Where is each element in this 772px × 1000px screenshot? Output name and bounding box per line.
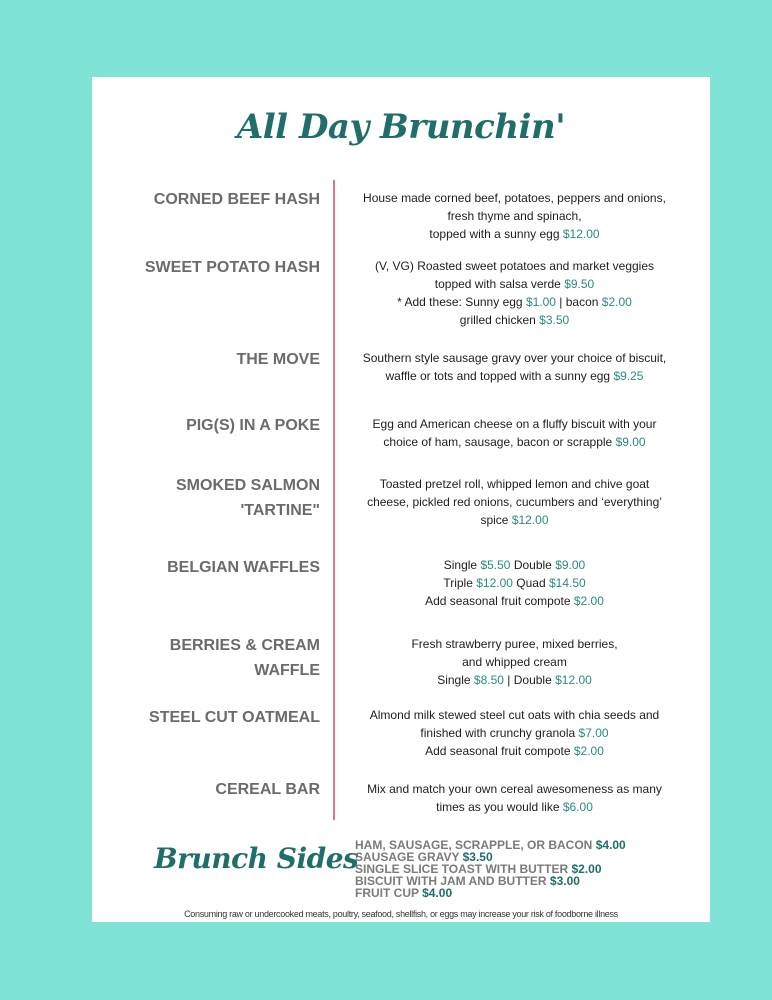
- side-item-price: $4.00: [595, 838, 626, 852]
- description-text: House made corned beef, potatoes, peppers and onions,: [363, 191, 666, 205]
- description-text: Southern style sausage gravy over your choice of biscuit,: [362, 351, 667, 365]
- sides-list: [355, 839, 626, 899]
- price: $6.00: [562, 800, 593, 814]
- description-text: topped with salsa verde: [434, 277, 561, 291]
- description-line: [342, 415, 687, 433]
- menu-item-description: [342, 475, 687, 529]
- menu-item-name: CORNED BEEF HASH: [153, 191, 320, 208]
- description-line: [342, 592, 687, 610]
- description-text: choice of ham, sausage, bacon or scrapple: [383, 435, 613, 449]
- menu-item-name: SMOKED SALMON 'TARTINE": [176, 477, 320, 519]
- menu-item-name: STEEL CUT OATMEAL: [149, 709, 320, 726]
- description-text: (V, VG) Roasted sweet potatoes and market veggies: [374, 259, 655, 273]
- description-line: [342, 257, 687, 275]
- description-text: Double: [510, 558, 552, 572]
- price: $12.00: [476, 576, 513, 590]
- menu-item-name: PIG(S) IN A POKE: [186, 417, 320, 434]
- price: $14.50: [548, 576, 586, 590]
- description-text: and whipped cream: [462, 655, 567, 669]
- description-line: [342, 742, 687, 760]
- price: $9.00: [615, 435, 646, 449]
- menu-item-description: [342, 635, 687, 689]
- price: $1.00: [525, 295, 556, 309]
- description-line: [342, 475, 687, 493]
- description-text: Mix and match your own cereal awesomeness as many: [367, 782, 662, 796]
- description-line: [342, 367, 687, 385]
- menu-item-description: [342, 257, 687, 329]
- description-text: Egg and American cheese on a fluffy biscuit with your: [372, 417, 657, 431]
- description-line: [342, 635, 687, 653]
- description-line: [342, 556, 687, 574]
- price: $12.00: [511, 513, 549, 527]
- description-text: cheese, pickled red onions, cucumbers and ‘everything’: [367, 495, 662, 509]
- description-line: [342, 349, 687, 367]
- menu-item-description: [342, 706, 687, 760]
- description-line: [342, 293, 687, 311]
- side-item-name: HAM, SAUSAGE, SCRAPPLE, OR BACON: [355, 838, 593, 852]
- description-text: Triple: [443, 576, 473, 590]
- description-line: [342, 207, 687, 225]
- menu-item-description: [342, 780, 687, 816]
- description-line: [342, 433, 687, 451]
- menu-item-name: THE MOVE: [236, 351, 320, 368]
- menu-item-description: [342, 189, 687, 243]
- price: $2.00: [573, 594, 604, 608]
- menu-item-description: [342, 349, 687, 385]
- description-text: waffle or tots and topped with a sunny egg: [385, 369, 611, 383]
- description-line: [342, 225, 687, 243]
- description-text: Add seasonal fruit compote: [425, 594, 571, 608]
- menu-item-name: BELGIAN WAFFLES: [167, 559, 320, 576]
- side-item: [355, 887, 626, 899]
- description-text: | Double: [503, 673, 552, 687]
- description-text: * Add these: Sunny egg: [397, 295, 523, 309]
- description-text: fresh thyme and spinach,: [447, 209, 582, 223]
- side-item-price: $2.00: [571, 862, 602, 876]
- description-text: grilled chicken: [459, 313, 536, 327]
- description-text: times as you would like: [436, 800, 560, 814]
- side-item-name: SAUSAGE GRAVY: [355, 850, 460, 864]
- description-line: [342, 493, 687, 511]
- side-item-price: $4.00: [422, 886, 453, 900]
- menu-item-name: CEREAL BAR: [215, 781, 320, 798]
- side-item-name: FRUIT CUP: [355, 886, 419, 900]
- price: $8.50: [473, 673, 504, 687]
- price: $12.00: [562, 227, 600, 241]
- description-text: Single: [443, 558, 478, 572]
- description-text: Single: [437, 673, 471, 687]
- description-line: [342, 574, 687, 592]
- footer-disclaimer: Consuming raw or undercooked meats, poultry, seafood, shellfish, or eggs may increase your risk of foodborne illness: [184, 909, 618, 919]
- description-text: Fresh strawberry puree, mixed berries,: [411, 637, 618, 651]
- side-item-price: $3.50: [462, 850, 493, 864]
- menu-title: All Day Brunchin': [236, 107, 566, 147]
- description-text: | bacon: [555, 295, 599, 309]
- description-text: Quad: [512, 576, 546, 590]
- description-text: Almond milk stewed steel cut oats with chia seeds and: [369, 708, 660, 722]
- price: $3.50: [539, 313, 570, 327]
- description-text: spice: [480, 513, 509, 527]
- menu-item-description: [342, 415, 687, 451]
- menu-item-name: SWEET POTATO HASH: [144, 259, 320, 276]
- price: $9.00: [555, 558, 586, 572]
- description-line: [342, 780, 687, 798]
- description-text: finished with crunchy granola: [420, 726, 576, 740]
- description-line: [342, 275, 687, 293]
- price: $2.00: [601, 295, 632, 309]
- price: $9.50: [564, 277, 595, 291]
- menu-page: [92, 77, 710, 922]
- description-line: [342, 798, 687, 816]
- description-text: Add seasonal fruit compote: [425, 744, 571, 758]
- side-item-price: $3.00: [549, 874, 580, 888]
- description-line: [342, 724, 687, 742]
- description-line: [342, 189, 687, 207]
- price: $9.25: [613, 369, 644, 383]
- price: $5.50: [480, 558, 511, 572]
- price: $7.00: [578, 726, 609, 740]
- menu-item-name: BERRIES & CREAM WAFFLE: [169, 637, 320, 679]
- menu-item-description: [342, 556, 687, 610]
- description-line: [342, 653, 687, 671]
- description-line: [342, 311, 687, 329]
- price: $12.00: [555, 673, 592, 687]
- description-line: [342, 511, 687, 529]
- description-line: [342, 706, 687, 724]
- menu-divider: [333, 180, 335, 820]
- description-text: topped with a sunny egg: [429, 227, 560, 241]
- side-item-name: SINGLE SLICE TOAST WITH BUTTER: [355, 862, 569, 876]
- sides-title: Brunch Sides: [154, 842, 359, 875]
- price: $2.00: [573, 744, 604, 758]
- side-item-name: BISCUIT WITH JAM AND BUTTER: [355, 874, 547, 888]
- description-text: Toasted pretzel roll, whipped lemon and chive goat: [379, 477, 650, 491]
- description-line: [342, 671, 687, 689]
